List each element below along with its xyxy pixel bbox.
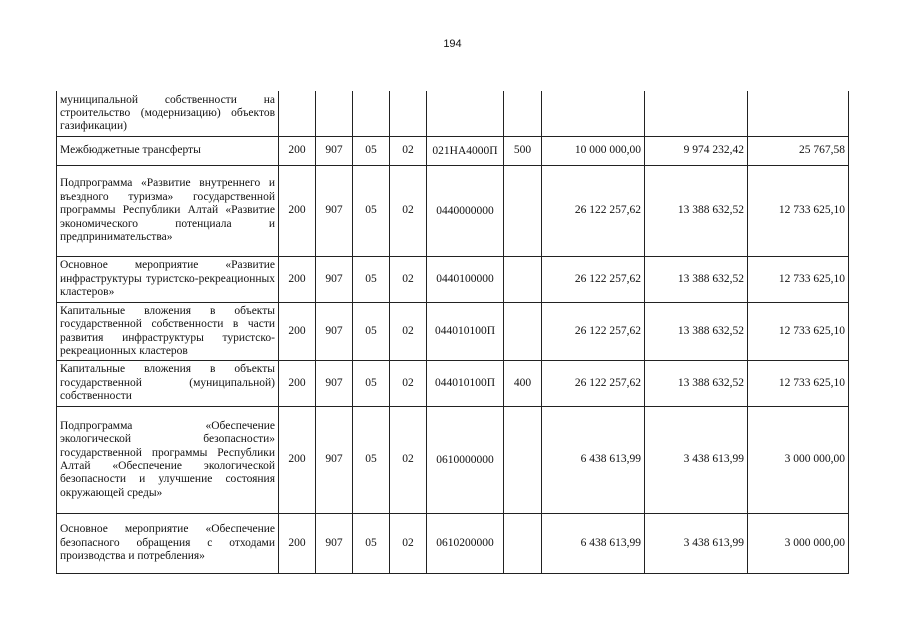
amount-2: 13 388 632,52 xyxy=(645,302,748,360)
row-name: Межбюджетные трансферты xyxy=(57,136,279,165)
amount-3: 3 000 000,00 xyxy=(748,406,849,513)
code-vr xyxy=(504,91,542,136)
amount-3: 25 767,58 xyxy=(748,136,849,165)
code-csr: 0610000000 xyxy=(427,406,504,513)
code-vr xyxy=(504,256,542,302)
code-vr xyxy=(504,165,542,256)
amount-1: 6 438 613,99 xyxy=(542,513,645,573)
amount-1: 26 122 257,62 xyxy=(542,360,645,406)
code-r: 05 xyxy=(353,513,390,573)
table-row xyxy=(57,302,849,360)
code-r: 05 xyxy=(353,256,390,302)
code-r: 05 xyxy=(353,360,390,406)
code-vr: 500 xyxy=(504,136,542,165)
amount-1: 26 122 257,62 xyxy=(542,302,645,360)
code-csr: 044010100П xyxy=(427,302,504,360)
table-row xyxy=(57,136,849,165)
amount-1: 26 122 257,62 xyxy=(542,256,645,302)
code-ved: 907 xyxy=(316,136,353,165)
code-csr: 0440000000 xyxy=(427,165,504,256)
amount-1: 10 000 000,00 xyxy=(542,136,645,165)
code-pr: 02 xyxy=(390,302,427,360)
code-vr xyxy=(504,302,542,360)
code-rz xyxy=(279,91,316,136)
code-vr xyxy=(504,406,542,513)
code-r: 05 xyxy=(353,165,390,256)
code-pr: 02 xyxy=(390,165,427,256)
amount-2: 9 974 232,42 xyxy=(645,136,748,165)
code-pr: 02 xyxy=(390,513,427,573)
amount-3: 12 733 625,10 xyxy=(748,256,849,302)
code-rz: 200 xyxy=(279,360,316,406)
amount-2: 3 438 613,99 xyxy=(645,513,748,573)
code-pr: 02 xyxy=(390,360,427,406)
code-csr: 0440100000 xyxy=(427,256,504,302)
code-pr: 02 xyxy=(390,136,427,165)
code-rz: 200 xyxy=(279,302,316,360)
amount-3: 12 733 625,10 xyxy=(748,165,849,256)
amount-2: 13 388 632,52 xyxy=(645,360,748,406)
amount-1 xyxy=(542,91,645,136)
code-pr xyxy=(390,91,427,136)
amount-3: 12 733 625,10 xyxy=(748,302,849,360)
code-vr xyxy=(504,513,542,573)
code-ved xyxy=(316,91,353,136)
row-name: Основное мероприятие «Обеспечение безопасного обращения с отходами производства и потребления» xyxy=(57,513,279,573)
amount-1: 26 122 257,62 xyxy=(542,165,645,256)
amount-1: 6 438 613,99 xyxy=(542,406,645,513)
code-vr: 400 xyxy=(504,360,542,406)
page-number: 194 xyxy=(443,38,462,50)
table-row xyxy=(57,91,849,136)
code-csr: 044010100П xyxy=(427,360,504,406)
code-ved: 907 xyxy=(316,360,353,406)
code-ved: 907 xyxy=(316,513,353,573)
code-csr xyxy=(427,91,504,136)
amount-2: 3 438 613,99 xyxy=(645,406,748,513)
row-name: муниципальной собственности на строительство (модернизацию) объектов газификации) xyxy=(57,91,279,136)
table-row xyxy=(57,513,849,573)
row-name: Капитальные вложения в объекты государственной (муниципальной) собственности xyxy=(57,360,279,406)
row-name: Основное мероприятие «Развитие инфраструктуры туристско-рекреационных кластеров» xyxy=(57,256,279,302)
amount-3: 3 000 000,00 xyxy=(748,513,849,573)
table-row xyxy=(57,165,849,256)
code-csr: 021НА4000П xyxy=(427,136,504,165)
code-ved: 907 xyxy=(316,406,353,513)
amount-2: 13 388 632,52 xyxy=(645,165,748,256)
code-r: 05 xyxy=(353,406,390,513)
amount-3: 12 733 625,10 xyxy=(748,360,849,406)
code-ved: 907 xyxy=(316,165,353,256)
code-pr: 02 xyxy=(390,256,427,302)
code-rz: 200 xyxy=(279,136,316,165)
table-row xyxy=(57,360,849,406)
code-r: 05 xyxy=(353,136,390,165)
budget-table xyxy=(56,91,849,574)
amount-2: 13 388 632,52 xyxy=(645,256,748,302)
row-name: Подпрограмма «Развитие внутреннего и въездного туризма» государственной программы Республики Алтай «Развитие экономического потенциала и предпринимательства» xyxy=(57,165,279,256)
code-rz: 200 xyxy=(279,513,316,573)
code-ved: 907 xyxy=(316,302,353,360)
row-name: Подпрограмма «Обеспечение экологической безопасности» государственной программы Республики Алтай «Обеспечение экологической безопасности и улучшение состояния окружающей среды» xyxy=(57,406,279,513)
code-r xyxy=(353,91,390,136)
code-r: 05 xyxy=(353,302,390,360)
code-rz: 200 xyxy=(279,256,316,302)
code-rz: 200 xyxy=(279,406,316,513)
table-row xyxy=(57,406,849,513)
table-row xyxy=(57,256,849,302)
code-csr: 0610200000 xyxy=(427,513,504,573)
code-pr: 02 xyxy=(390,406,427,513)
amount-2 xyxy=(645,91,748,136)
row-name: Капитальные вложения в объекты государственной собственности в части развития инфраструктуры туристско-рекреационных кластеров xyxy=(57,302,279,360)
amount-3 xyxy=(748,91,849,136)
code-rz: 200 xyxy=(279,165,316,256)
code-ved: 907 xyxy=(316,256,353,302)
